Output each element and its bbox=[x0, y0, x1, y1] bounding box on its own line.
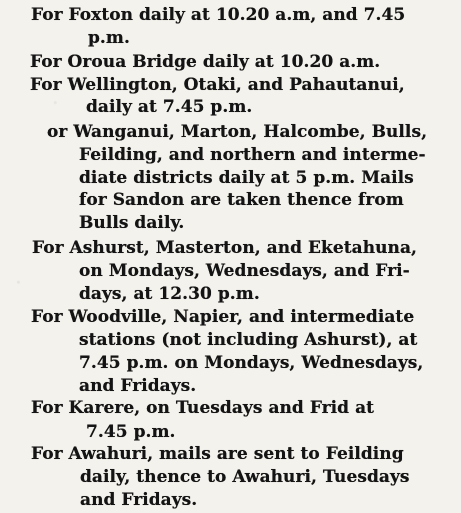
text-line: For Oroua Bridge daily at 10.20 a.m. bbox=[30, 52, 381, 72]
text-line: daily at 7.45 p.m. bbox=[86, 97, 253, 117]
text-line: p.m. bbox=[88, 28, 130, 48]
text-line: 7.45 p.m. on Mondays, Wednesdays, bbox=[79, 353, 424, 373]
text-line: 7.45 p.m. bbox=[86, 422, 176, 442]
text-line: and Fridays. bbox=[80, 490, 198, 510]
text-line: days, at 12.30 p.m. bbox=[79, 284, 260, 304]
text-line: stations (not including Ashurst), at bbox=[79, 330, 418, 350]
text-line: For Awahuri, mails are sent to Feilding bbox=[31, 444, 404, 464]
text-line: For Foxton daily at 10.20 a.m, and 7.45 bbox=[31, 5, 406, 25]
text-line: Bulls daily. bbox=[79, 213, 185, 233]
text-line: on Mondays, Wednesdays, and Fri- bbox=[79, 261, 410, 281]
text-line: diate districts daily at 5 p.m. Mails bbox=[79, 168, 414, 188]
text-line: or Wanganui, Marton, Halcombe, Bulls, bbox=[47, 122, 428, 142]
text-line: and Fridays. bbox=[79, 376, 197, 396]
text-line: For Karere, on Tuesdays and Frid at bbox=[31, 398, 375, 418]
text-line: for Sandon are taken thence from bbox=[79, 190, 404, 210]
text-line: Feilding, and northern and interme- bbox=[79, 145, 426, 165]
text-line: For Ashurst, Masterton, and Eketahuna, bbox=[32, 238, 417, 258]
text-line: daily, thence to Awahuri, Tuesdays bbox=[80, 467, 410, 487]
text-line: For Woodville, Napier, and intermediate bbox=[31, 307, 415, 327]
text-line: For Wellington, Otaki, and Pahautanui, bbox=[30, 75, 405, 95]
